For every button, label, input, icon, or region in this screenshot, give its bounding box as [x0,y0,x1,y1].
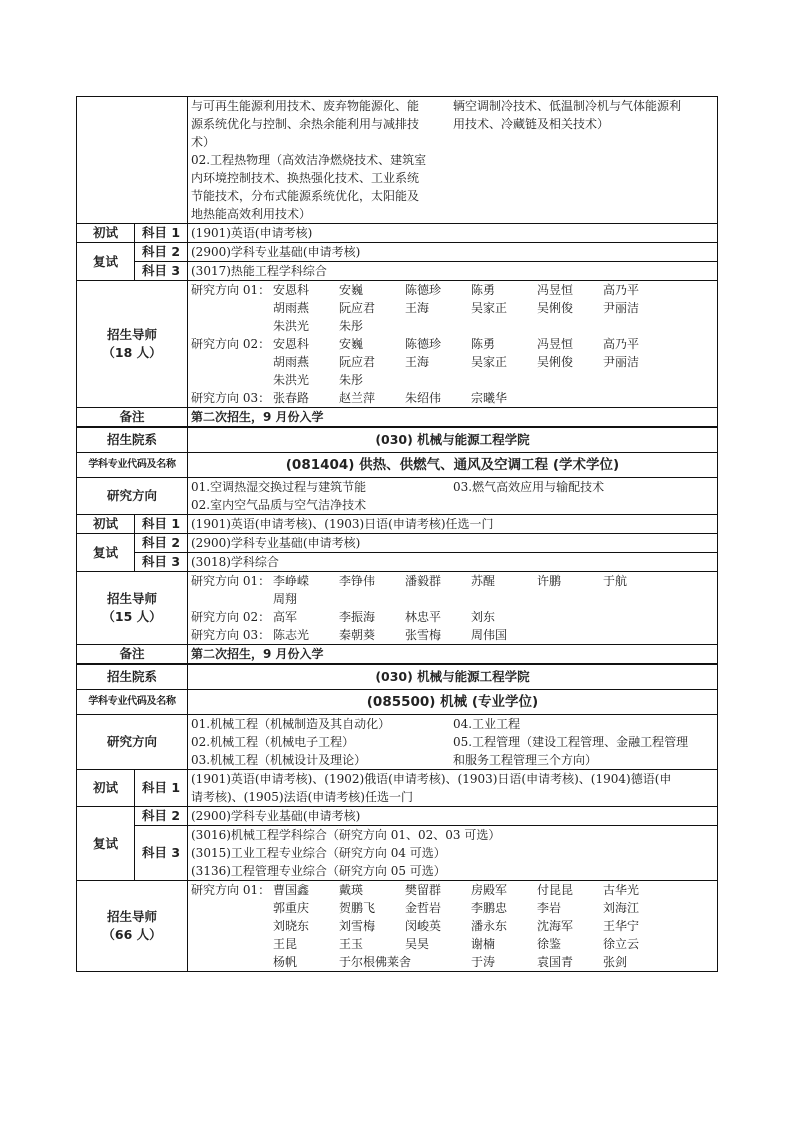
research-direction-label-cell [77,97,188,224]
tutor-name: 阮应君 [339,301,376,315]
subject-line: (3016)机械工程学科综合（研究方向 01、02、03 可选） [191,828,501,842]
first-exam-label: 初试 [77,770,135,807]
tutor-name: 高军 [273,610,298,624]
subject-2-value: (2900)学科专业基础(申请考核) [188,534,718,553]
tutor-name: 陈勇 [471,337,496,351]
tutor-name: 朱彤 [339,319,364,333]
subject-1-value: (1901)英语(申请考核) [188,224,718,243]
tutor-name: 安恩科 [273,337,310,351]
subject-2-value: (2900)学科专业基础(申请考核) [188,807,718,826]
tutor-row [191,572,714,590]
note-value: 第二次招生，9 月份入学 [188,408,718,428]
tutor-name: 吴俐俊 [537,355,574,369]
tutor-name: 赵兰萍 [339,391,376,405]
tutor-row [191,281,714,299]
tutors-label: 招生导师 [106,591,157,606]
tutor-row [191,590,714,608]
tutor-name: 林忠平 [405,610,442,624]
note-value: 第二次招生，9 月份入学 [188,645,718,665]
direction-line: 02.机械工程（机械电子工程） [191,735,355,749]
tutor-name: 王华宁 [603,919,640,933]
direction-line: 03.机械工程（机械设计及理论） [191,753,367,767]
tutor-name: 徐鉴 [537,937,562,951]
research-direction-cell [188,715,718,770]
subject-1-value [188,770,718,807]
tutor-direction-prefix [191,899,273,917]
tutor-name: 李铮伟 [339,574,376,588]
tutor-row [191,899,714,917]
major-label: 学科专业代码及名称 [77,453,188,478]
subject-1-value: (1901)英语(申请考核)、(1903)日语(申请考核)任选一门 [188,515,718,534]
tutor-name: 于航 [603,574,628,588]
tutors-label-cell [77,281,188,408]
tutor-name: 吴家正 [471,355,508,369]
tutor-name: 高乃平 [603,337,640,351]
tutor-name: 周翔 [273,592,298,606]
tutor-row [191,626,714,644]
tutor-name: 刘晓东 [273,919,310,933]
tutor-direction-prefix: 研究方向 03： [191,628,271,642]
tutor-direction-prefix [191,299,273,317]
tutor-name: 胡雨燕 [273,301,310,315]
tutor-name: 安巍 [339,283,364,297]
tutor-name: 李峥嵘 [273,574,310,588]
note-label: 备注 [77,408,188,428]
tutor-name: 房殿军 [471,883,508,897]
tutor-name: 胡雨燕 [273,355,310,369]
tutor-name: 吴昊 [405,937,430,951]
tutor-name: 吴俐俊 [537,301,574,315]
tutor-name: 朱洪光 [273,373,310,387]
tutor-name: 安巍 [339,337,364,351]
tutors-label: 招生导师 [106,327,157,342]
tutor-name: 贺鹏飞 [339,901,376,915]
tutors-label-cell [77,881,188,972]
tutor-name: 冯昱恒 [537,283,574,297]
subject-2-label: 科目 2 [135,807,188,826]
tutor-name: 曹国鑫 [273,883,310,897]
tutor-name: 王海 [405,355,430,369]
tutor-list [191,281,714,407]
tutor-list [191,881,714,971]
direction-line: 术） [191,135,216,149]
note-label: 备注 [77,645,188,665]
direction-line: 05.工程管理（建设工程管理、金融工程管理 [453,735,689,749]
tutor-name: 陈德珍 [405,283,442,297]
subject-3-value: (3018)学科综合 [188,553,718,572]
subject-line: (1901)英语(申请考核)、(1902)俄语(申请考核)、(1903)日语(申请考核)、(1904)德语(申 [191,772,672,786]
tutor-name: 王海 [405,301,430,315]
direction-line: 用技术、冷藏链及相关技术） [453,117,610,131]
tutor-name: 尹丽洁 [603,301,640,315]
tutor-direction-prefix [191,917,273,935]
subject-line: (3015)工业工程专业综合（研究方向 04 可选） [191,846,446,860]
major-label: 学科专业代码及名称 [77,690,188,715]
tutor-direction-prefix: 研究方向 02： [191,610,271,624]
tutor-row [191,371,714,389]
tutor-name: 陈志光 [273,628,310,642]
tutors-cell [188,572,718,645]
retest-label: 复试 [77,807,135,881]
tutor-name [405,953,471,971]
tutors-label: 招生导师 [106,909,157,924]
tutor-direction-prefix: 研究方向 01： [191,283,271,297]
tutor-name: 潘永东 [471,919,508,933]
tutor-direction-prefix: 研究方向 01： [191,883,271,897]
tutor-row [191,299,714,317]
tutor-name: 秦朝葵 [339,628,376,642]
tutor-direction-prefix [191,935,273,953]
first-exam-label: 初试 [77,515,135,534]
tutor-list [191,572,714,644]
tutor-name: 于涛 [471,955,496,969]
tutor-name: 潘毅群 [405,574,442,588]
tutor-name: 袁国青 [537,955,574,969]
tutor-direction-prefix [191,371,273,389]
school-label: 招生院系 [77,427,188,453]
school-value: (030) 机械与能源工程学院 [188,427,718,453]
tutor-name: 郭重庆 [273,901,310,915]
tutor-name: 樊留群 [405,883,442,897]
tutor-name: 张雪梅 [405,628,442,642]
tutor-name: 陈德珍 [405,337,442,351]
tutors-count: （66 人） [102,927,162,942]
tutor-name: 刘东 [471,610,496,624]
tutor-name: 高乃平 [603,283,640,297]
tutor-name: 宗曦华 [471,391,508,405]
tutor-row [191,353,714,371]
tutor-name: 吴家正 [471,301,508,315]
tutor-name: 李鹏忠 [471,901,508,915]
subject-1-label: 科目 1 [135,770,188,807]
retest-label: 复试 [77,243,135,281]
direction-line: 内环境控制技术、换热强化技术、工业系统 [191,171,420,185]
tutors-label-cell [77,572,188,645]
direction-line: 和服务工程管理三个方向） [453,753,598,767]
tutor-name: 谢楠 [471,937,496,951]
tutors-cell [188,881,718,972]
tutor-direction-prefix: 研究方向 02： [191,337,271,351]
tutor-name: 朱洪光 [273,319,310,333]
direction-line: 01.机械工程（机械制造及其自动化） [191,717,391,731]
direction-line: 03.燃气高效应用与输配技术 [453,480,605,494]
tutor-row [191,335,714,353]
school-value: (030) 机械与能源工程学院 [188,664,718,690]
tutor-name: 金哲岩 [405,901,442,915]
tutor-name: 杨帆 [273,955,298,969]
tutors-count: （15 人） [102,609,162,624]
subject-1-label: 科目 1 [135,224,188,243]
tutor-name: 刘海江 [603,901,640,915]
tutor-name: 王昆 [273,937,298,951]
tutor-name: 陈勇 [471,283,496,297]
direction-line: 01.空调热湿交换过程与建筑节能 [191,480,367,494]
tutor-name: 张春路 [273,391,310,405]
tutor-name: 尹丽洁 [603,355,640,369]
subject-2-label: 科目 2 [135,243,188,262]
subject-line: 请考核)、(1905)法语(申请考核)任选一门 [191,790,413,804]
tutor-name: 朱绍伟 [405,391,442,405]
tutor-row [191,917,714,935]
tutor-name: 苏醒 [471,574,496,588]
direction-line: 地热能高效利用技术） [191,207,312,221]
tutor-name: 周伟国 [471,628,508,642]
tutor-row [191,953,714,971]
tutor-name: 朱彤 [339,373,364,387]
subject-1-label: 科目 1 [135,515,188,534]
tutor-name: 沈海军 [537,919,574,933]
tutors-cell [188,281,718,408]
major-value: (085500) 机械 (专业学位) [188,690,718,715]
research-direction-label: 研究方向 [77,478,188,515]
tutor-direction-prefix [191,590,273,608]
direction-line: 04.工业工程 [453,717,521,731]
tutors-count: （18 人） [102,345,162,360]
tutor-name: 闵峻英 [405,919,442,933]
tutor-row [191,935,714,953]
tutor-row [191,608,714,626]
tutor-name: 于尔根佛莱舍 [339,955,412,969]
major-value: (081404) 供热、供燃气、通风及空调工程 (学术学位) [188,453,718,478]
tutor-name: 戴瑛 [339,883,364,897]
tutor-name: 安恩科 [273,283,310,297]
subject-line: (3136)工程管理专业综合（研究方向 05 可选） [191,864,446,878]
research-direction-cell [188,478,718,515]
admissions-table-page [76,96,717,972]
tutor-row [191,317,714,335]
tutor-name: 刘雪梅 [339,919,376,933]
subject-3-label: 科目 3 [135,262,188,281]
tutor-name: 李振海 [339,610,376,624]
tutor-direction-prefix [191,317,273,335]
tutor-name: 冯昱恒 [537,337,574,351]
tutor-name: 徐立云 [603,937,640,951]
subject-3-label: 科目 3 [135,826,188,881]
direction-line: 与可再生能源利用技术、废弃物能源化、能 [191,99,420,113]
direction-line: 源系统优化与控制、余热余能利用与减排技 [191,117,420,131]
first-exam-label: 初试 [77,224,135,243]
tutor-direction-prefix [191,953,273,971]
subject-2-label: 科目 2 [135,534,188,553]
tutor-name: 李岩 [537,901,562,915]
tutor-name: 许鹏 [537,574,562,588]
tutor-row [191,389,714,407]
direction-line: 02.工程热物理（高效洁净燃烧技术、建筑室 [191,153,427,167]
tutor-name: 古华光 [603,883,640,897]
tutor-name: 王玉 [339,937,364,951]
school-label: 招生院系 [77,664,188,690]
direction-line: 02.室内空气品质与空气洁净技术 [191,498,367,512]
admissions-table [76,96,718,972]
research-direction-label: 研究方向 [77,715,188,770]
tutor-direction-prefix: 研究方向 03： [191,391,271,405]
subject-2-value: (2900)学科专业基础(申请考核) [188,243,718,262]
tutor-row [191,881,714,899]
subject-3-value [188,826,718,881]
tutor-name: 阮应君 [339,355,376,369]
direction-line: 辆空调制冷技术、低温制冷机与气体能源利 [453,99,682,113]
tutor-direction-prefix [191,353,273,371]
subject-3-value: (3017)热能工程学科综合 [188,262,718,281]
tutor-name: 张剑 [603,955,628,969]
research-direction-cell [188,97,718,224]
tutor-name: 付昆昆 [537,883,574,897]
tutor-direction-prefix: 研究方向 01： [191,574,271,588]
subject-3-label: 科目 3 [135,553,188,572]
retest-label: 复试 [77,534,135,572]
direction-line: 节能技术，分布式能源系统优化，太阳能及 [191,189,420,203]
